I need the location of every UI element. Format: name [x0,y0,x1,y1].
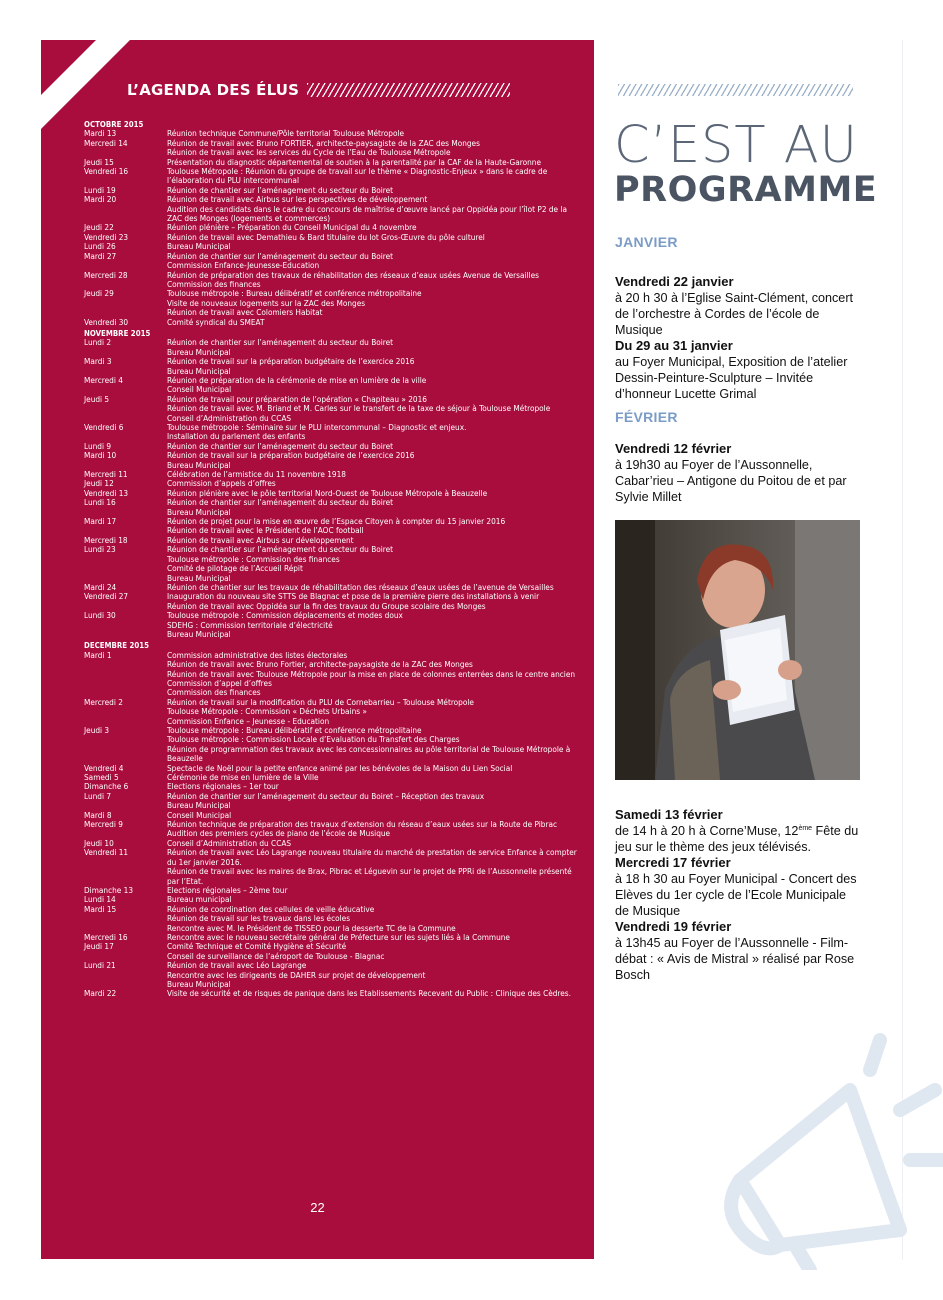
agenda-day: Lundi 2 [84,337,112,348]
agenda-day: Vendredi 11 [84,847,129,858]
agenda-event: Toulouse métropole : Commission Locale d’Evaluation du Transfert des Charges [167,734,460,745]
event-text: au Foyer Municipal, Exposition de l’atelier Dessin-Peinture-Sculpture – Invitée d’honneur Lucette Grimal [615,355,848,401]
agenda-event: Réunion de travail avec Airbus sur développement [167,534,354,545]
agenda-event: Comité Technique et Comité Hygiène et Sécurité [167,941,347,952]
agenda-day: Lundi 19 [84,184,116,195]
programme-fevrier [615,409,863,505]
agenda-day: Dimanche 13 [84,884,134,895]
agenda-row [84,942,584,961]
agenda-event: Commission administrative des listes électorales [167,649,348,660]
agenda-day: Mercredi 28 [84,269,128,280]
agenda-event: Cérémonie de mise en lumière de la Ville [167,772,319,783]
agenda-events [167,252,584,271]
agenda-event: Commission d’appel d’offres [167,677,272,688]
agenda-events [167,545,584,583]
agenda-row [84,470,584,479]
agenda-event: Réunion plénière – Préparation du Conseil Municipal du 4 novembre [167,222,417,233]
agenda-event: Rencontre avec les dirigeants de DAHER sur projet de développement [167,969,426,980]
agenda-event: Réunion de travail avec Oppidéa sur la fin des travaux du Groupe scolaire des Monges [167,600,486,611]
agenda-event: Conseil Municipal [167,384,232,395]
agenda-event: Réunion de chantier sur l’aménagement du secteur du Boiret [167,184,394,195]
agenda-events [167,167,584,186]
agenda-event: Conseil Municipal [167,809,232,820]
agenda-row [84,451,584,470]
agenda-event: Réunion de travail avec Airbus sur les perspectives de développement [167,194,428,205]
month-heading-janvier: JANVIER [615,234,678,250]
agenda-event: Toulouse métropole : Commission des finances [167,553,340,564]
agenda-day: Mardi 20 [84,194,117,205]
agenda-row [84,517,584,536]
agenda-day: Mercredi 2 [84,696,123,707]
agenda-row [84,271,584,290]
agenda-event: Bureau Municipal [167,459,231,470]
agenda-day: Jeudi 22 [84,222,114,233]
page-number: 22 [310,1200,325,1215]
agenda-event: Réunion de chantier sur les travaux de réhabilitation des réseaux d’eaux usées de l’avenue de Versailles [167,581,554,592]
agenda-event: Réunion de travail avec Bruno Fortier, architecte-paysagiste de la ZAC des Monges [167,659,473,670]
agenda-event: Spectacle de Noël pour la petite enfance animé par les bénévoles de la Maison du Lien Social [167,762,513,773]
agenda-event: Audition des premiers cycles de piano de l’école de Musique [167,828,391,839]
agenda-day: Jeudi 29 [84,288,114,299]
agenda-title: L’AGENDA DES ÉLUS [127,81,300,99]
agenda-row [84,905,584,933]
agenda-event: Réunion de travail avec M. Briand et M. Carles sur le transfert de la taxe de séjour à Toulouse Métropole [167,403,551,414]
event-text: à 19h30 au Foyer de l’Aussonnelle, Cabar’rieu – Antigone du Poitou de et par Sylvie Millet [615,458,847,504]
agenda-events [167,961,584,989]
agenda-events [167,726,584,764]
agenda-header [127,78,510,102]
agenda-event: Installation du parlement des enfants [167,431,306,442]
programme-janvier [615,234,863,402]
agenda-row [84,820,584,839]
agenda-event: Toulouse Métropole : Commission « Déchets Urbains » [167,706,367,717]
agenda-row [84,289,584,317]
agenda-row [84,252,584,271]
agenda-event: Rencontre avec le nouveau secrétaire général de Préfecture sur les sujets liés à la Commune [167,931,510,942]
agenda-events [167,848,584,886]
agenda-day: Lundi 16 [84,497,116,508]
agenda-day: Mercredi 18 [84,534,128,545]
agenda-event: Réunion de travail pour préparation de l’opération « Chapiteau » 2016 [167,393,427,404]
corner-cut-decoration [41,40,131,130]
agenda-event: Commission Enfance – Jeunesse - Education [167,715,330,726]
agenda-row [84,139,584,158]
megaphone-icon [700,1030,943,1270]
agenda-row [84,357,584,376]
agenda-event: Réunion de chantier sur l’aménagement du secteur du Boiret – Réception des travaux [167,790,485,801]
event-heading: Vendredi 19 février [615,919,732,934]
agenda-event: Bureau Municipal [167,628,231,639]
agenda-event: Réunion de coordination des cellules de veille éducative [167,903,375,914]
hatch-decoration [307,83,510,97]
agenda-event: Commission d’appels d’offres [167,478,276,489]
agenda-event: Bureau Municipal [167,572,231,583]
agenda-row [84,195,584,223]
agenda-day: Lundi 30 [84,610,116,621]
event-heading: Mercredi 17 février [615,855,731,870]
agenda-events [167,271,584,290]
event-text: à 20 h 30 à l’Eglise Saint-Clément, concert de l’orchestre à Cordes de l’école de Musique [615,291,854,337]
event-text: à 13h45 au Foyer de l’Aussonnelle - Film-débat : « Avis de Mistral » réalisé par Rose Bosch [615,936,855,982]
agenda-event: Célébration de l’armistice du 11 novembre 1918 [167,469,346,480]
hatch-decoration-blue [618,84,853,96]
agenda-event: Réunion de travail avec Colomiers Habitat [167,307,323,318]
event-heading: Du 29 au 31 janvier [615,338,733,353]
agenda-day: Lundi 7 [84,790,112,801]
agenda-event: SDEHG : Commission territoriale d’électricité [167,619,333,630]
agenda-event: Réunion de projet pour la mise en œuvre de l’Espace Citoyen à compter du 15 janvier 2016 [167,516,506,527]
agenda-event: Réunion de chantier sur l’aménagement du secteur du Boiret [167,544,394,555]
agenda-event: Commission des finances [167,687,261,698]
agenda-day: Lundi 9 [84,440,112,451]
agenda-event: Conseil de surveillance de l’aéroport de Toulouse - Blagnac [167,950,385,961]
month-heading: DECEMBRE 2015 [84,641,150,651]
agenda-event: Elections régionales – 2ème tour [167,884,288,895]
agenda-day: Samedi 5 [84,772,119,783]
agenda-day: Mercredi 9 [84,819,123,830]
agenda-event: Bureau Municipal [167,800,231,811]
agenda-day: Jeudi 12 [84,478,114,489]
agenda-row [84,592,584,611]
month-heading-fevrier: FÉVRIER [615,409,678,425]
agenda-row [84,233,584,242]
agenda-events [167,592,584,611]
agenda-day: Vendredi 23 [84,231,129,242]
agenda-events [167,698,584,726]
agenda-events [167,195,584,223]
agenda-day: Jeudi 3 [84,725,110,735]
agenda-event: Toulouse métropole : Commission déplacements et modes doux [167,610,403,621]
agenda-event: Réunion de travail avec Bruno FORTIER, architecte-paysagiste de la ZAC des Monges [167,137,480,148]
agenda-day: Mardi 15 [84,903,117,914]
agenda-event: Réunion de travail avec le Président de l’AOC football [167,525,364,536]
agenda-event: Toulouse métropole : Séminaire sur le PLU intercommunal – Diagnostic et enjeux. [167,422,467,432]
agenda-event: Réunion de travail avec Toulouse Métropole pour la mise en place de colonnes enterrées dans le centre ancien [167,668,576,679]
agenda-day: Vendredi 30 [84,316,129,327]
agenda-event: Bureau municipal [167,894,232,905]
agenda-event: Réunion de chantier sur l’aménagement du secteur du Boiret [167,337,394,348]
agenda-events [167,498,584,517]
agenda-event: Bureau Municipal [167,978,231,989]
agenda-event: Conseil d’Administration du CCAS [167,412,292,423]
agenda-event: Comité syndical du SMEAT [167,316,265,327]
agenda-day: Mardi 24 [84,581,117,592]
agenda-event: Toulouse Métropole : Réunion du groupe de travail sur le thème « Diagnostic-Enjeux » dans le cadre de l’élaboration du PLU intercommunal [167,166,548,186]
agenda-row [84,886,584,895]
agenda-day: Mardi 8 [84,809,112,820]
agenda-day: Jeudi 10 [84,837,114,848]
agenda-day: Vendredi 13 [84,487,129,498]
programme-title-line1: C’EST AU [614,116,858,175]
agenda-event: Visite de sécurité et de risques de panique dans les Etablissements Recevant du Public : Clinique des Cèdres. [167,988,571,999]
agenda-event: Réunion technique Commune/Pôle territorial Toulouse Métropole [167,128,405,139]
agenda-event: Commission Enfance-Jeunesse-Education [167,260,320,271]
agenda-event: Bureau Municipal [167,506,231,517]
agenda-row [84,376,584,395]
agenda-row [84,698,584,726]
agenda-event: Réunion de travail sur la préparation budgétaire de l’exercice 2016 [167,450,415,461]
agenda-events [167,338,584,357]
agenda-row [84,848,584,886]
agenda-row [84,167,584,186]
agenda-day: Mardi 1 [84,649,112,660]
agenda-event: Visite de nouveaux logements sur la ZAC des Monges [167,297,366,308]
agenda-events [167,139,584,158]
agenda-event: Bureau Municipal [167,346,231,357]
agenda-event: Conseil d’Administration du CCAS [167,837,292,848]
agenda-event: Réunion plénière avec le pôle territorial Nord-Ouest de Toulouse Métropole à Beauzelle [167,487,488,498]
agenda-day: Mardi 27 [84,250,117,261]
programme-fevrier-2 [615,807,863,983]
agenda-event: Audition des candidats dans le cadre du concours de maîtrise d’œuvre lancé par Oppidéa pour l’îlot P2 de la ZAC des Monges (logements et commerces) [167,203,567,224]
agenda-row [84,989,584,998]
agenda-event: Réunion de préparation des travaux de réhabilitation des réseaux d’eaux usées Avenue de Versailles [167,269,540,280]
agenda-row [84,338,584,357]
agenda-row [84,651,584,698]
agenda-day: Jeudi 17 [84,941,114,952]
agenda-day: Mardi 3 [84,356,112,367]
agenda-list [84,120,584,999]
agenda-day: Mardi 17 [84,516,117,527]
agenda-day: Vendredi 6 [84,422,124,432]
agenda-row [84,726,584,764]
agenda-event: Bureau Municipal [167,241,231,252]
agenda-row [84,792,584,811]
agenda-day: Vendredi 4 [84,762,124,773]
agenda-day: Mercredi 4 [84,374,123,385]
agenda-event: Réunion de chantier sur l’aménagement du secteur du Boiret [167,250,394,261]
agenda-events [167,318,584,327]
event-heading: Vendredi 12 février [615,441,732,456]
agenda-events [167,451,584,470]
agenda-event: Présentation du diagnostic départemental de soutien à la parentalité par la CAF de la Haute-Garonne [167,156,542,167]
agenda-events [167,989,584,998]
agenda-event: Toulouse métropole : Bureau délibératif et conférence métropolitaine [167,288,422,299]
agenda-row [84,764,584,773]
agenda-events [167,517,584,536]
agenda-day: Lundi 23 [84,544,116,555]
agenda-day: Mardi 10 [84,450,117,461]
agenda-event: Réunion de travail sur la préparation budgétaire de l’exercice 2016 [167,356,415,367]
agenda-events [167,611,584,639]
agenda-event: Réunion de chantier sur l’aménagement du secteur du Boiret [167,440,394,451]
agenda-event: Réunion de travail avec Léo Lagrange [167,960,307,971]
agenda-row [84,545,584,583]
agenda-day: Lundi 26 [84,241,116,252]
agenda-event: Toulouse métropole : Bureau délibératif et conférence métropolitaine [167,725,422,735]
agenda-event: Bureau Municipal [167,365,231,376]
agenda-event: Réunion de travail avec Léo Lagrange nouveau titulaire du marché de prestation de service Enfance à compter du 1er janvier 2016. [167,847,577,867]
agenda-row [84,611,584,639]
agenda-day: Mardi 13 [84,128,117,139]
agenda-event: Réunion de travail sur les travaux dans les écoles [167,913,351,924]
agenda-row [84,773,584,782]
agenda-event: Réunion de préparation de la cérémonie de mise en lumière de la ville [167,374,427,385]
agenda-day: Jeudi 15 [84,156,114,167]
agenda-row [84,395,584,423]
agenda-day: Vendredi 27 [84,591,129,602]
event-heading: Vendredi 22 janvier [615,274,734,289]
agenda-event: Inauguration du nouveau site STTS de Blagnac et pose de la première pierre des installations à venir [167,591,540,602]
agenda-event: Réunion de travail avec Demathieu & Bard titulaire du lot Gros-Œuvre du pôle culturel [167,231,485,242]
agenda-event: Réunion de programmation des travaux avec les concessionnaires au pôle territorial de Toulouse Métropole à Beauzelle [167,743,571,764]
agenda-event: Comité de pilotage de l’Accueil Répit [167,563,303,574]
agenda-event: Réunion de travail avec les maires de Brax, Pibrac et Léguevin sur le projet de PPRi de l’Aussonnelle présenté par l’Etat. [167,866,572,886]
agenda-event: Réunion de chantier sur l’aménagement du secteur du Boiret [167,497,394,508]
agenda-events [167,651,584,698]
agenda-day: Vendredi 16 [84,166,129,177]
agenda-events [167,357,584,376]
event-text: de 14 h à 20 h à Corne’Muse, 12ème Fête du jeu sur le thème des jeux télévisés. [615,824,859,854]
agenda-events [167,395,584,423]
agenda-day: Dimanche 6 [84,781,129,792]
agenda-event: Réunion technique de préparation des travaux d’extension du réseau d’eaux usées sur la Route de Pibrac [167,819,558,830]
agenda-event: Rencontre avec M. le Président de TISSEO pour la desserte TC de la Commune [167,922,456,933]
agenda-day: Mercredi 11 [84,469,128,480]
agenda-event: Réunion de travail avec les services du Cycle de l’Eau de Toulouse Métropole [167,147,451,158]
agenda-event: Commission des finances [167,278,261,289]
agenda-day: Mardi 22 [84,988,117,999]
agenda-row [84,318,584,327]
agenda-events [167,942,584,961]
agenda-events [167,423,584,442]
event-heading: Samedi 13 février [615,807,723,822]
agenda-events [167,820,584,839]
agenda-day: Mercredi 16 [84,931,128,942]
agenda-events [167,905,584,933]
agenda-day: Jeudi 5 [84,393,110,404]
programme-title-line2: PROGRAMME [614,170,878,210]
agenda-row [84,961,584,989]
performer-photo [615,520,860,780]
agenda-events [167,289,584,317]
agenda-event: Elections régionales – 1er tour [167,781,279,792]
month-heading: NOVEMBRE 2015 [84,328,151,338]
agenda-day: Mercredi 14 [84,137,128,148]
agenda-event: Réunion de travail sur la modification du PLU de Cornebarrieu – Toulouse Métropole [167,696,474,707]
agenda-events [167,792,584,811]
month-heading: OCTOBRE 2015 [84,120,144,129]
agenda-day: Lundi 21 [84,960,116,971]
agenda-row [84,423,584,442]
agenda-events [167,376,584,395]
agenda-row [84,498,584,517]
agenda-day: Lundi 14 [84,894,116,905]
event-text: à 18 h 30 au Foyer Municipal - Concert des Elèves du 1er cycle de l’Ecole Municipale de Musique [615,872,857,918]
